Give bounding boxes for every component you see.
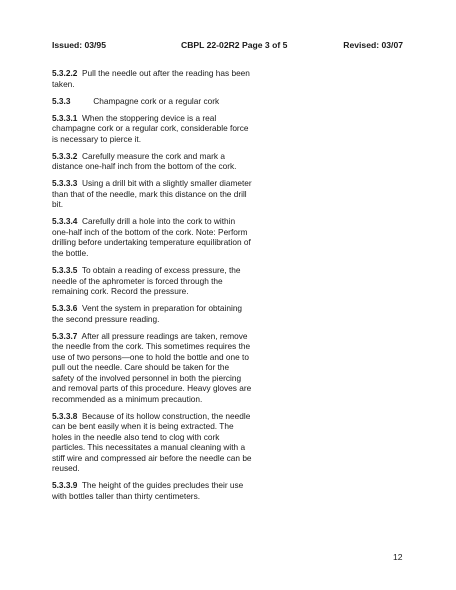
paragraph [52, 178, 252, 210]
paragraph [52, 68, 252, 89]
paragraph [52, 265, 252, 297]
paragraph-text: Carefully measure the cork and mark a distance one-half inch from the bottom of the cork. [52, 150, 237, 172]
paragraph [52, 303, 252, 324]
paragraph [52, 331, 252, 405]
section-number: 5.3.3.5 [52, 265, 78, 276]
paragraph-text: Vent the system in preparation for obtaining the second pressure reading. [52, 303, 243, 324]
paragraph-text: To obtain a reading of excess pressure, the needle of the aphrometer is forced through the remaining cork. Record the pressure. [52, 265, 241, 297]
section-heading-text: Champagne cork or a regular cork [93, 95, 220, 106]
section-number: 5.3.3.3 [52, 178, 78, 189]
paragraph-text: When the stoppering device is a real champagne cork or a regular cork, considerable force is necessary to pierce it. [52, 112, 249, 144]
section-number: 5.3.3.1 [52, 112, 78, 123]
paragraph [52, 151, 252, 172]
paragraph [52, 216, 252, 258]
paragraph-text: Using a drill bit with a slightly smaller diameter than that of the needle, mark this distance on the drill bit. [52, 178, 252, 210]
section-number: 5.3.3 [52, 95, 71, 106]
paragraph-text: Carefully drill a hole into the cork to within one-half inch of the bottom of the cork. Note: Perform drilling before undertaking temperature equilibration of the bottle. [52, 216, 251, 258]
paragraph [52, 411, 252, 474]
body-text [52, 68, 252, 508]
paragraph [52, 480, 252, 501]
section-number: 5.3.2.2 [52, 68, 78, 78]
paragraph-text: Pull the needle out after the reading has been taken. [52, 68, 250, 89]
section-number: 5.3.3.4 [52, 216, 78, 227]
issued-date: Issued: 03/95 [52, 40, 106, 50]
section-number: 5.3.3.8 [52, 410, 78, 421]
section-number: 5.3.3.9 [52, 480, 78, 491]
paragraph-text: The height of the guides precludes their use with bottles taller than thirty centimeters. [52, 480, 244, 501]
document-id: CBPL 22-02R2 Page 3 of 5 [181, 40, 288, 50]
revised-date: Revised: 03/07 [343, 40, 403, 50]
paragraph [52, 113, 252, 145]
paragraph-text: After all pressure readings are taken, remove the needle from the cork. This sometimes requires the use of two persons—one to hold the bottle and one to pull out the needle. Care should be taken for the safety of the involved personnel in both the piercing and removal parts of this procedure. Heavy gloves are recommended as a minimum precaution. [52, 330, 252, 404]
page-number: 12 [393, 552, 403, 562]
paragraph-text: Because of its hollow construction, the needle can be bent easily when it is being extracted. The holes in the needle also tend to clog with cork particles. This necessitates a manual cleaning with a stiff wire and compressed air before the needle can be reused. [52, 410, 252, 474]
section-number: 5.3.3.7 [52, 330, 78, 341]
section-number: 5.3.3.2 [52, 150, 78, 161]
section-number: 5.3.3.6 [52, 303, 78, 314]
page-header [52, 39, 403, 51]
section-heading [52, 96, 252, 107]
